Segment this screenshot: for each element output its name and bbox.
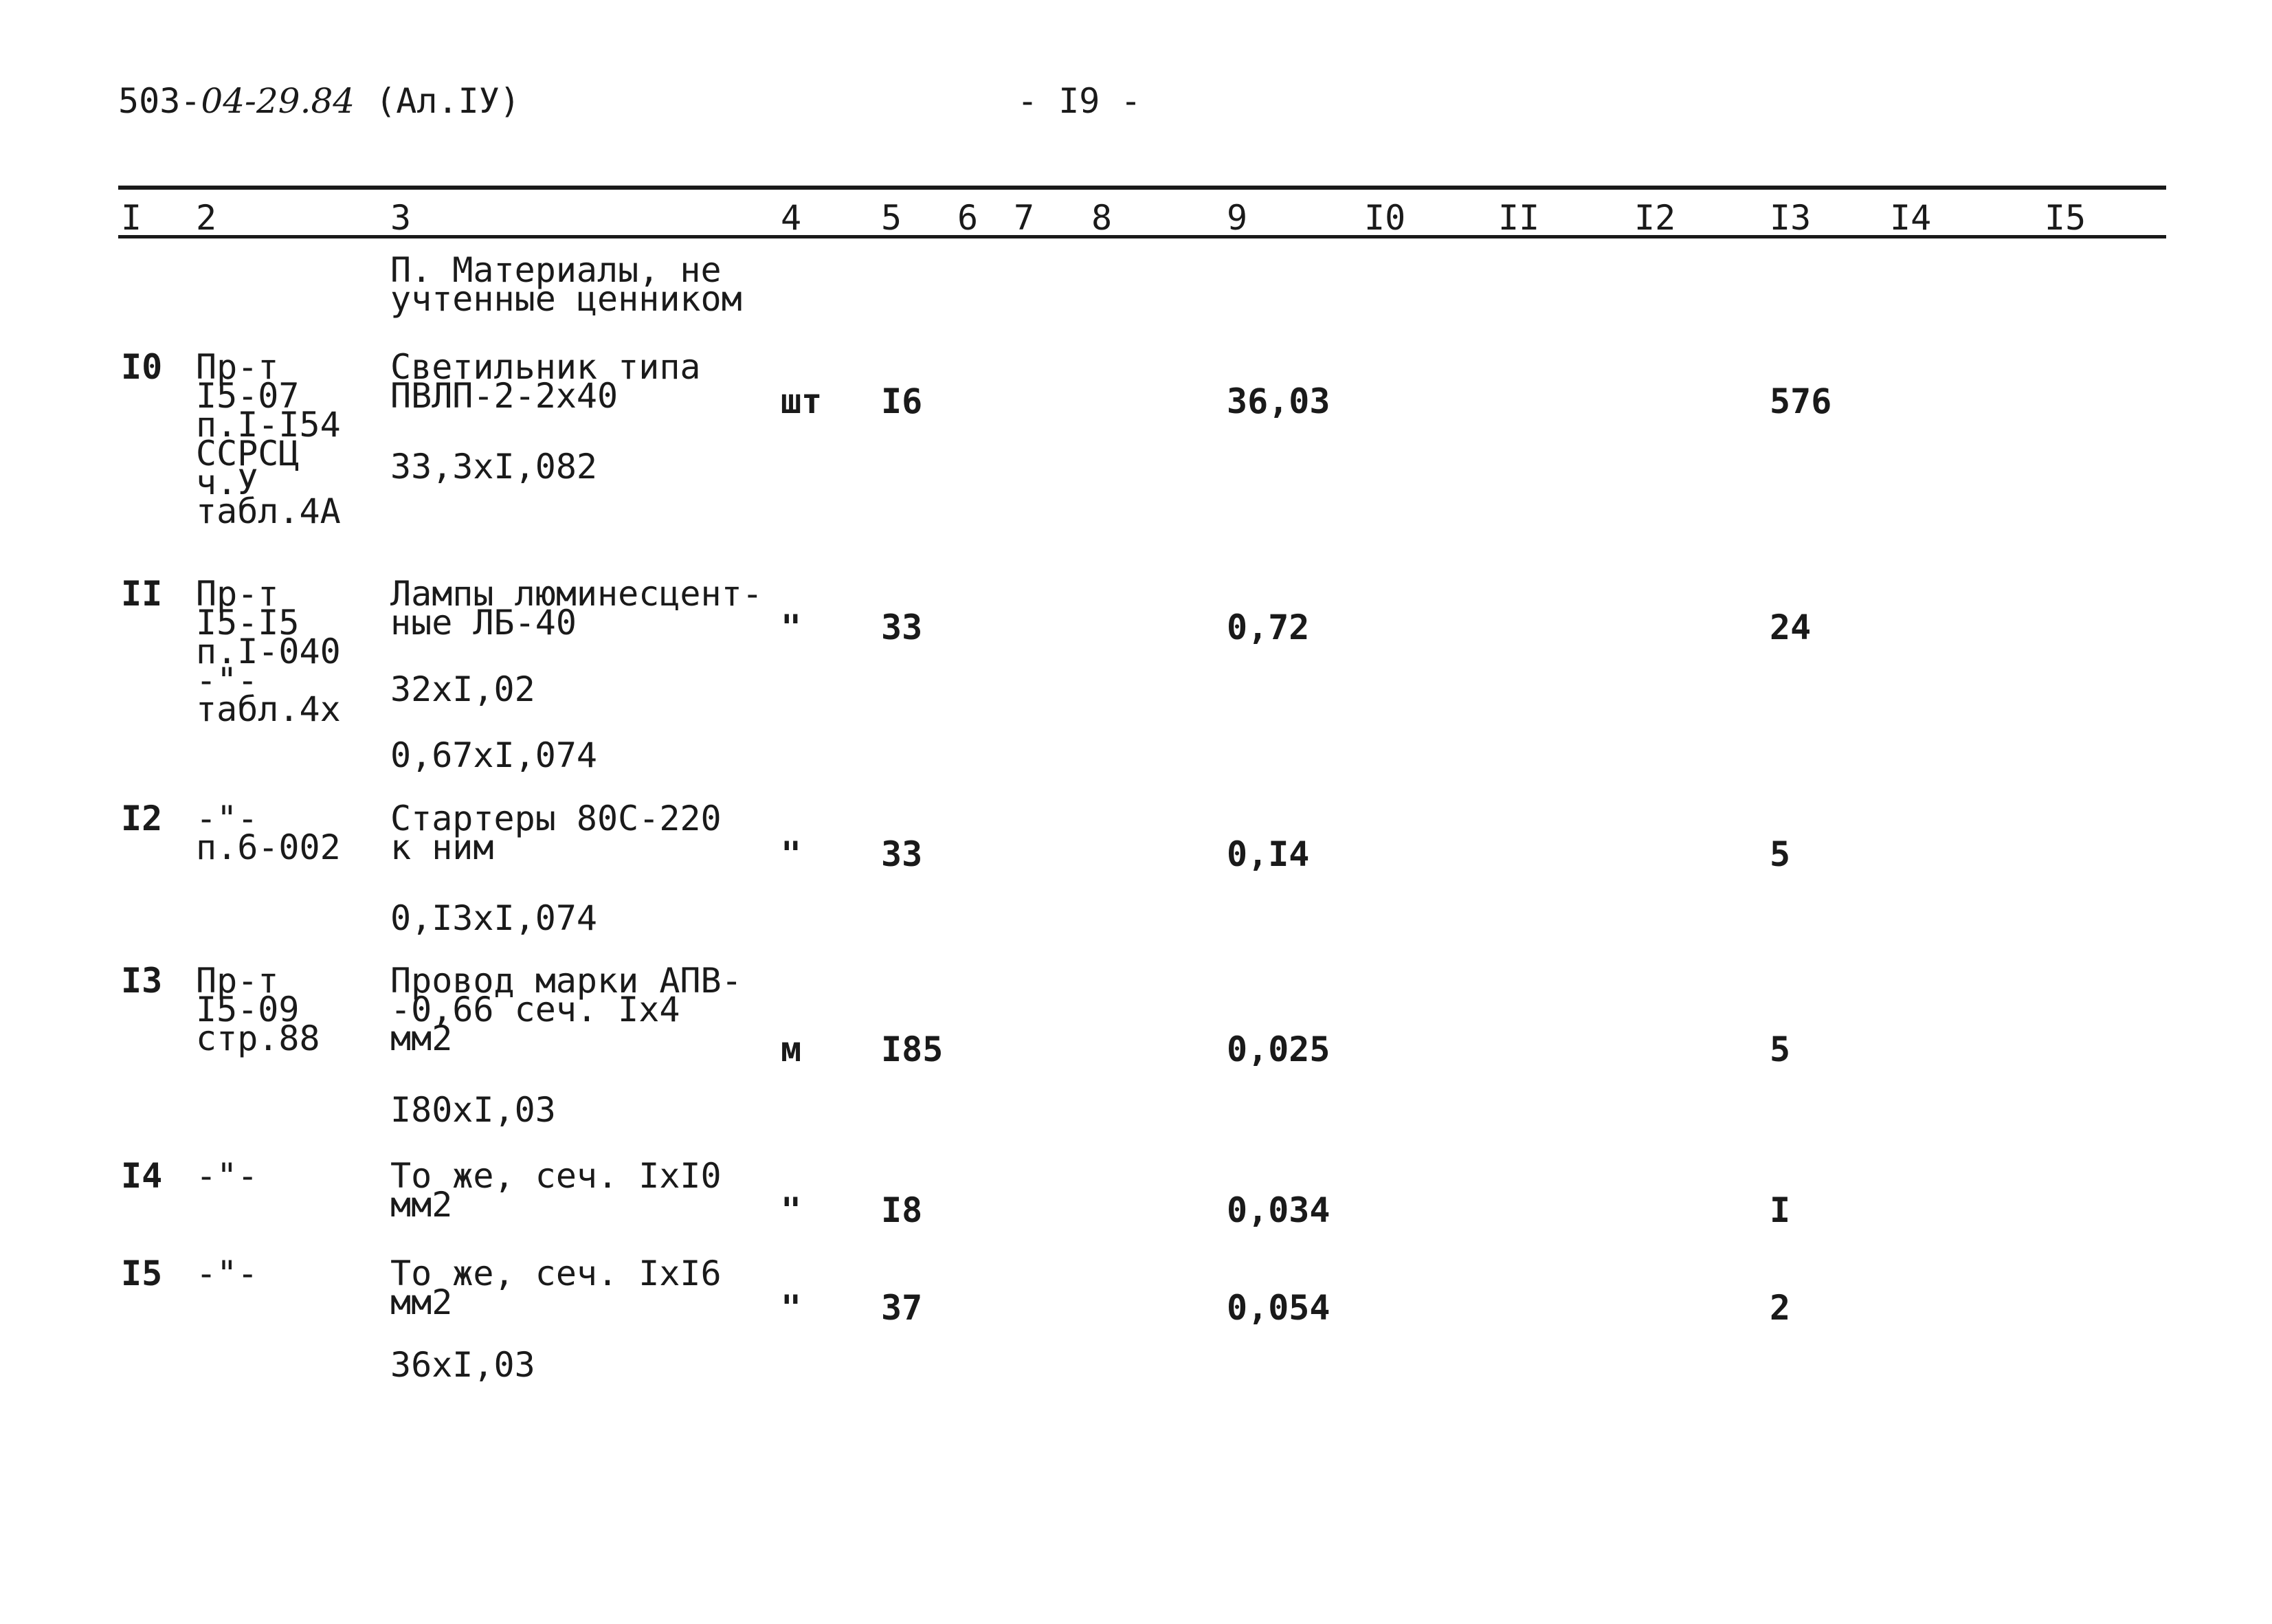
document-code-prefix: 503- [118, 81, 201, 121]
row-quantity: I8 [881, 1190, 923, 1230]
row-quantity: I6 [881, 381, 923, 421]
row-name: Светильник типа ПВЛП-2-2х40 [390, 347, 701, 416]
row-unit: " [781, 1288, 802, 1328]
row-total: I [1770, 1190, 1791, 1230]
page-number: - I9 - [1017, 81, 1141, 121]
document-sheet: (Ал.IУ) [375, 81, 520, 121]
row-unit: м [781, 1030, 802, 1069]
row-unit-price: 0,054 [1227, 1288, 1330, 1328]
col-header-6: 6 [957, 198, 979, 238]
row-unit-price: 0,72 [1227, 608, 1310, 647]
col-header-3: 3 [390, 198, 412, 238]
row-code: Пр-т I5-I5 п.I-040 -"- табл.4х [196, 574, 341, 729]
row-code: Пр-т I5-07 п.I-I54 ССРСЦ ч.У табл.4А [196, 347, 341, 531]
row-unit: " [781, 608, 802, 647]
col-header-8: 8 [1091, 198, 1113, 238]
row-quantity: 37 [881, 1288, 923, 1328]
row-calc: I80хI,03 [390, 1090, 556, 1130]
col-header-10: I0 [1364, 198, 1406, 238]
row-calc: 0,I3хI,074 [390, 898, 598, 938]
row-name: То же, сеч. IхI0 мм2 [390, 1156, 722, 1225]
row-calc: 36хI,03 [390, 1345, 535, 1385]
col-header-15: I5 [2045, 198, 2086, 238]
col-header-5: 5 [881, 198, 902, 238]
row-unit: " [781, 834, 802, 874]
col-header-4: 4 [781, 198, 802, 238]
col-header-7: 7 [1014, 198, 1035, 238]
row-number: I4 [121, 1156, 163, 1196]
row-code: -"- [196, 1156, 258, 1196]
row-name: То же, сеч. IхI6 мм2 [390, 1254, 722, 1322]
col-header-2: 2 [196, 198, 217, 238]
row-quantity: 33 [881, 608, 923, 647]
row-name: Стартеры 80С-220 к ним [390, 799, 722, 867]
row-name: Лампы люминесцент- ные ЛБ-40 [390, 574, 763, 643]
table-top-rule [118, 186, 2166, 190]
row-calc: 32хI,02 [390, 669, 535, 709]
row-total: 5 [1770, 834, 1791, 874]
col-header-11: II [1498, 198, 1540, 238]
row-total: 24 [1770, 608, 1812, 647]
row-quantity: 33 [881, 834, 923, 874]
col-header-13: I3 [1770, 198, 1812, 238]
row-code: -"- п.6-002 [196, 799, 341, 867]
col-header-12: I2 [1634, 198, 1676, 238]
row-total: 2 [1770, 1288, 1791, 1328]
table-header-rule [118, 235, 2166, 238]
row-number: I5 [121, 1254, 163, 1293]
row-number: I2 [121, 799, 163, 838]
row-quantity: I85 [881, 1030, 944, 1069]
section-title: П. Материалы, не учтенные ценником [390, 250, 742, 319]
row-total: 5 [1770, 1030, 1791, 1069]
row-unit-price: 0,I4 [1227, 834, 1310, 874]
row-name: Провод марки АПВ- -0,66 сеч. Iх4 мм2 [390, 961, 742, 1058]
row-unit: шт [781, 381, 823, 421]
col-header-1: I [121, 198, 142, 238]
row-number: I0 [121, 347, 163, 387]
row-number: II [121, 574, 163, 614]
row-unit-price: 0,034 [1227, 1190, 1330, 1230]
row-total: 576 [1770, 381, 1832, 421]
row-number: I3 [121, 961, 163, 1001]
row-calc: 0,67хI,074 [390, 735, 598, 775]
row-code: -"- [196, 1254, 258, 1293]
col-header-9: 9 [1227, 198, 1248, 238]
row-unit: " [781, 1190, 802, 1230]
row-calc: 33,3хI,082 [390, 447, 598, 487]
document-code-handwritten: 04-29.84 [201, 81, 355, 121]
document-code [118, 81, 520, 121]
row-unit-price: 0,025 [1227, 1030, 1330, 1069]
row-code: Пр-т I5-09 стр.88 [196, 961, 320, 1058]
row-unit-price: 36,03 [1227, 381, 1330, 421]
col-header-14: I4 [1890, 198, 1932, 238]
